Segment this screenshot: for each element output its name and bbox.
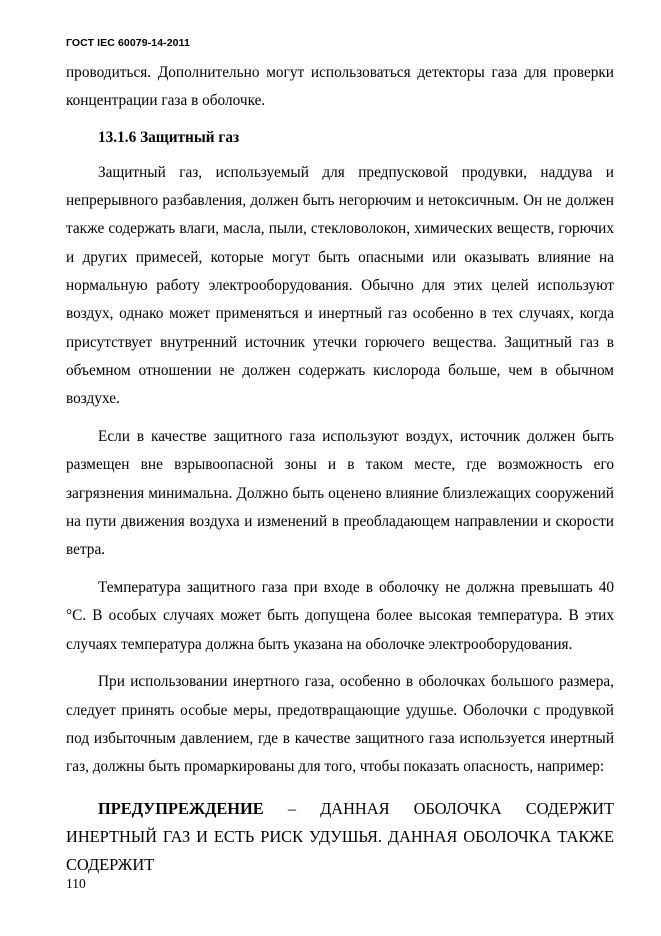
section-heading: 13.1.6 Защитный газ <box>98 128 240 146</box>
page-number: 110 <box>66 876 86 891</box>
paragraph-temperature: Температура защитного газа при входе в оболочку не должна превышать 40 °С. В особых случаях может быть допущена более высокая температура. В этих случаях температура должна быть указана на оболочке электрооборудования. <box>66 579 614 653</box>
document-header: ГОСТ IEC 60079-14-2011 <box>66 37 190 49</box>
warning-text: – ДАННАЯ ОБОЛОЧКА СОДЕРЖИТ ИНЕРТНЫЙ ГАЗ И ЕСТЬ РИСК УДУШЬЯ. ДАННАЯ ОБОЛОЧКА ТАКЖЕ СОДЕРЖИТ <box>66 798 614 875</box>
document-body <box>66 59 614 880</box>
intro-paragraph: проводиться. Дополнительно могут использоваться детекторы газа для проверки концентрации газа в оболочке. <box>66 64 614 110</box>
paragraph-protective-gas: Защитный газ, используемый для предпусковой продувки, наддува и непрерывного разбавления, должен быть негорючим и нетоксичным. Он не должен также содержать влаги, масла, пыли, стекловолокон, химических веществ, горючих и других примесей, которые могут быть опасными или оказывать влияние на нормальную работу электрооборудования. Обычно для этих целей используют воздух, однако может применяться и инертный газ особенно в тех случаях, когда присутствует внутренний источник утечки горючего вещества. Защитный газ в объемном отношении не должен содержать кислорода больше, чем в обычном воздухе. <box>66 163 614 408</box>
warning-label: ПРЕДУПРЕЖДЕНИЕ <box>98 798 264 818</box>
warning-paragraph <box>66 795 614 880</box>
paragraph-air-source: Если в качестве защитного газа используют воздух, источник должен быть размещен вне взрывоопасной зоны и в таком месте, где возможность его загрязнения минимальна. Должно быть оценено влияние близлежащих сооружений на пути движения воздуха и изменений в преобладающем направлении и скорости ветра. <box>66 428 614 559</box>
paragraph-inert-gas: При использовании инертного газа, особенно в оболочках большого размера, следует принять особые меры, предотвращающие удушье. Оболочки с продувкой под избыточным давлением, где в качестве защитного газа используется инертный газ, должны быть промаркированы для того, чтобы показать опасность, например: <box>66 673 614 776</box>
